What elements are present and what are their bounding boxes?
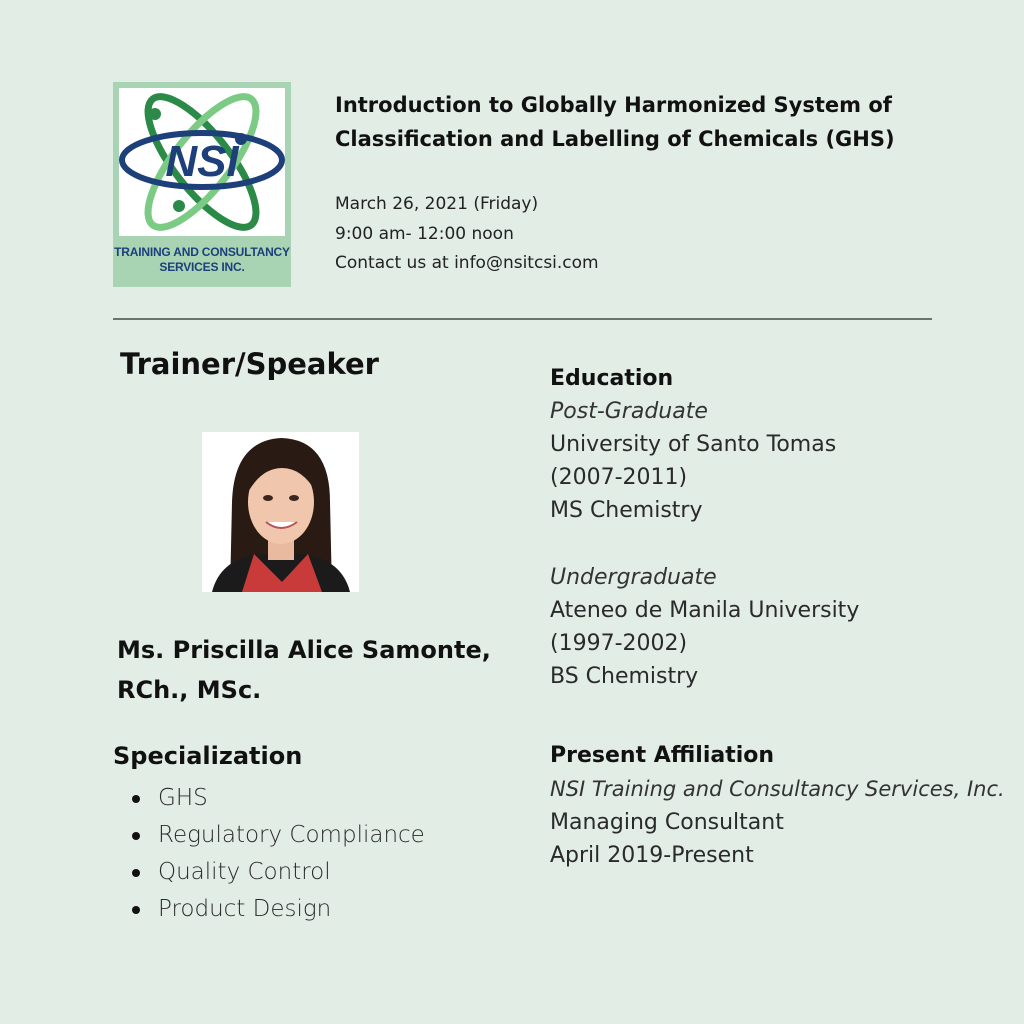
speaker-photo (202, 432, 359, 592)
affiliation-heading: Present Affiliation (550, 743, 775, 768)
affiliation-organization: NSI Training and Consultancy Services, Inc. (550, 777, 1005, 801)
divider-line (113, 318, 932, 320)
postgrad-school: University of Santo Tomas (550, 432, 837, 457)
logo-brand-text: NSI (165, 137, 239, 186)
postgrad-degree: MS Chemistry (550, 498, 703, 523)
undergrad-degree: BS Chemistry (550, 664, 699, 689)
undergrad-school: Ateneo de Manila University (550, 598, 860, 623)
logo-caption-line1: TRAINING AND CONSULTANCY (114, 245, 290, 259)
event-title-line1: Introduction to Globally Harmonized System of (335, 93, 892, 117)
specialization-list (130, 780, 425, 928)
list-item: GHS (130, 780, 425, 817)
event-time: 9:00 am- 12:00 noon (335, 224, 514, 244)
affiliation-period: April 2019-Present (550, 843, 754, 868)
postgrad-years: (2007-2011) (550, 465, 688, 490)
atom-orbit-icon (119, 88, 285, 236)
list-item: Quality Control (130, 854, 425, 891)
affiliation-role: Managing Consultant (550, 810, 784, 835)
list-item: Product Design (130, 891, 425, 928)
undergrad-label: Undergraduate (550, 565, 717, 590)
event-contact: Contact us at info@nsitcsi.com (335, 253, 599, 273)
logo-caption-line2: SERVICES INC. (159, 260, 245, 274)
trainer-heading: Trainer/Speaker (120, 347, 379, 381)
education-heading: Education (550, 366, 674, 391)
speaker-name (117, 630, 517, 710)
event-date: March 26, 2021 (Friday) (335, 194, 539, 214)
speaker-name-line2: RCh., MSc. (117, 676, 262, 704)
list-item: Regulatory Compliance (130, 817, 425, 854)
specialization-heading: Specialization (113, 742, 303, 770)
logo-emblem (119, 88, 285, 236)
speaker-portrait-image (202, 432, 359, 592)
postgrad-label: Post-Graduate (550, 399, 708, 424)
logo-caption (113, 245, 291, 275)
event-title (335, 88, 955, 156)
company-logo (113, 82, 291, 287)
speaker-name-line1: Ms. Priscilla Alice Samonte, (117, 636, 491, 664)
undergrad-years: (1997-2002) (550, 631, 688, 656)
event-title-line2: Classification and Labelling of Chemicals (GHS) (335, 127, 895, 151)
